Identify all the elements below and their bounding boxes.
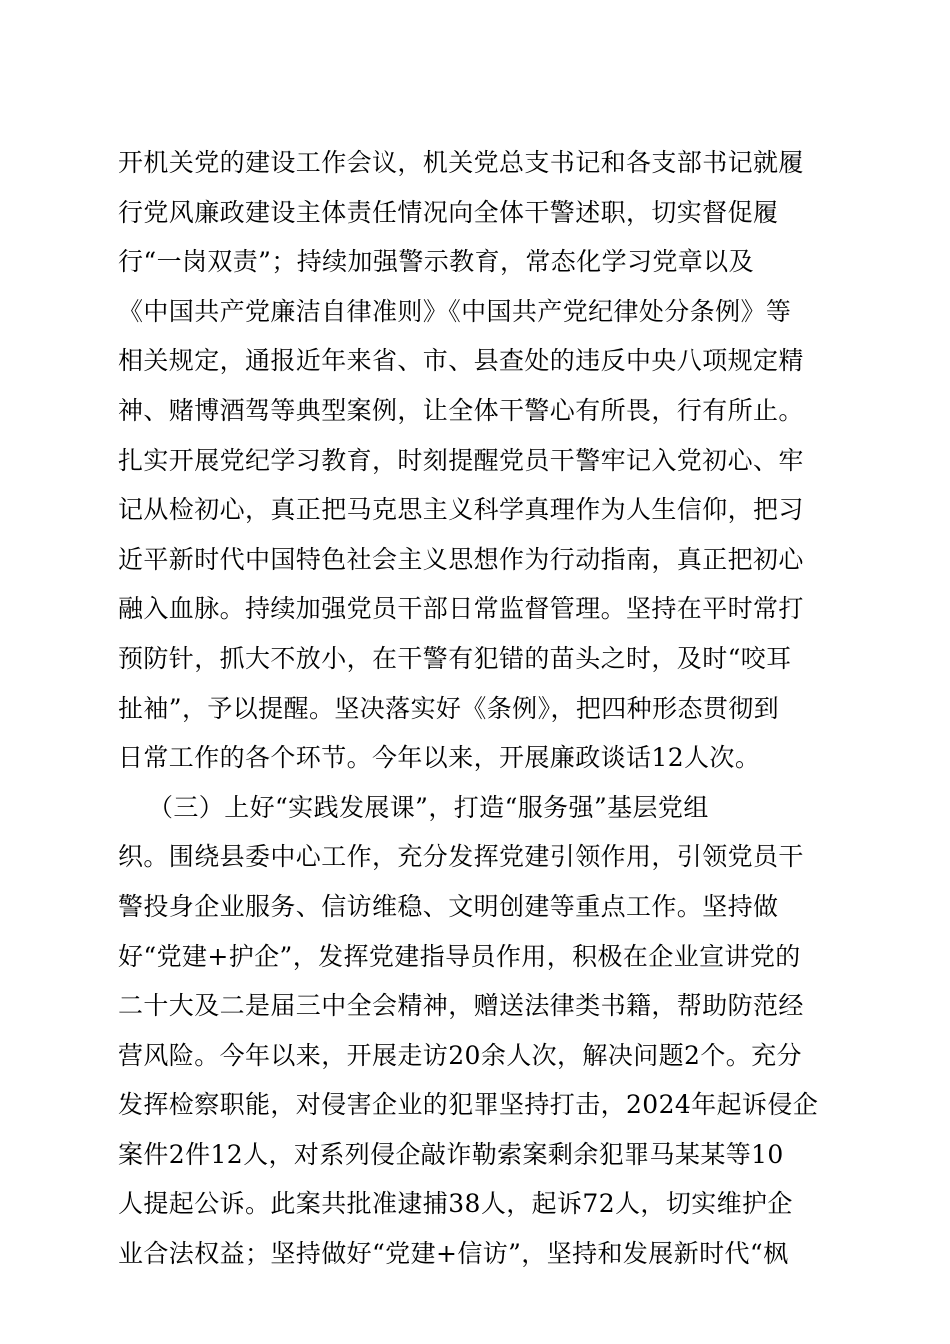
text-line: 二十大及二是届三中全会精神，赠送法律类书籍，帮助防范经 [118, 991, 804, 1021]
text-line: 预防针，抓大不放小，在干警有犯错的苗头之时，及时“咬耳 [118, 643, 792, 673]
text-line: 好“党建+护企”，发挥党建指导员作用，积极在企业宣讲党的 [118, 941, 801, 971]
text-line: 近平新时代中国特色社会主义思想作为行动指南，真正把初心 [118, 544, 804, 574]
text-line: 人提起公诉。此案共批准逮捕38人，起诉72人，切实维护企 [118, 1189, 793, 1219]
text-line: 扎实开展党纪学习教育，时刻提醒党员干警牢记入党初心、牢 [118, 445, 804, 475]
text-line: 开机关党的建设工作会议，机关党总支书记和各支部书记就履 [118, 148, 804, 177]
text-line: 日常工作的各个环节。今年以来，开展廉政谈话12人次。 [118, 743, 761, 773]
text-line: 扯袖”，予以提醒。坚决落实好《条例》，把四种形态贯彻到 [118, 693, 780, 723]
text-line: 织。围绕县委中心工作，充分发挥党建引领作用，引领党员干 [118, 842, 804, 872]
text-line: 行“一岗双责”；持续加强警示教育，常态化学习党章以及 [118, 247, 754, 277]
text-line: 相关规定，通报近年来省、市、县查处的违反中央八项规定精 [118, 346, 804, 376]
text-line: 案件2件12人，对系列侵企敲诈勒索案剩余犯罪马某某等10 [118, 1139, 784, 1169]
text-line: 《中国共产党廉洁自律准则》《中国共产党纪律处分条例》等 [118, 296, 792, 326]
text-line: 营风险。今年以来，开展走访20余人次，解决问题2个。充分 [118, 1040, 802, 1070]
text-line: 融入血脉。持续加强党员干部日常监督管理。坚持在平时常打 [118, 594, 804, 624]
body-text [118, 138, 838, 1279]
text-line: 警投身企业服务、信访维稳、文明创建等重点工作。坚持做 [118, 891, 779, 921]
text-line: 业合法权益；坚持做好“党建+信访”，坚持和发展新时代“枫 [118, 1239, 789, 1269]
text-line: 行党风廉政建设主体责任情况向全体干警述职，切实督促履 [118, 197, 779, 227]
text-line: 发挥检察职能，对侵害企业的犯罪坚持打击，2024年起诉侵企 [118, 1090, 819, 1120]
section-heading-line: （三）上好“实践发展课”，打造“服务强”基层党组 [148, 792, 709, 822]
text-line: 记从检初心，真正把马克思主义科学真理作为人生信仰，把习 [118, 495, 804, 525]
text-line: 神、赌博酒驾等典型案例，让全体干警心有所畏，行有所止。 [118, 395, 804, 425]
